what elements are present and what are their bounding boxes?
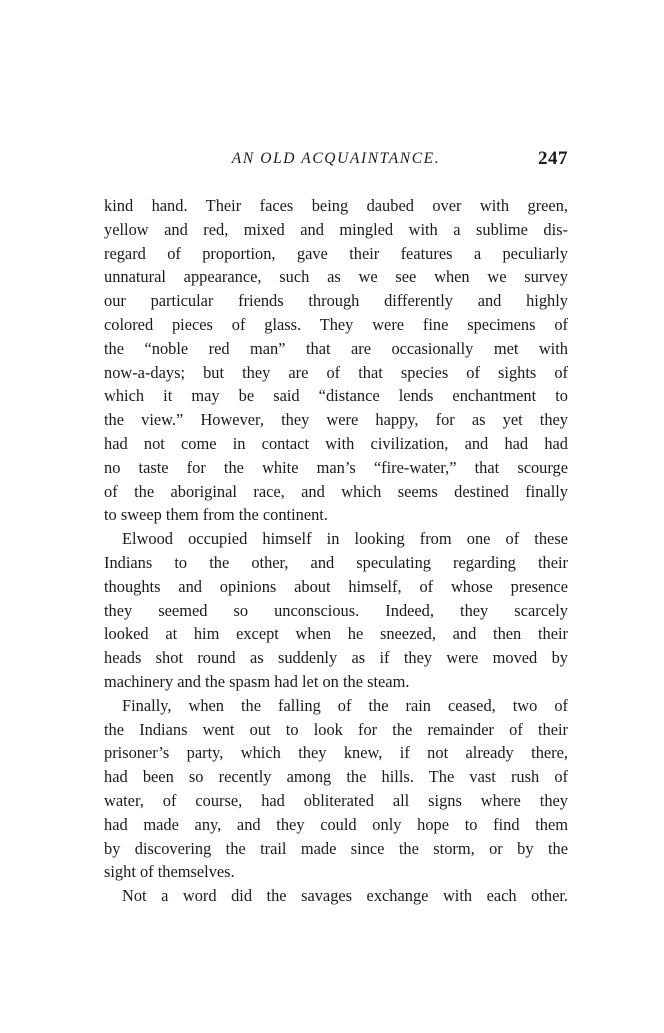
body-text (104, 194, 568, 908)
text-line: our particular friends through differently and highly (104, 291, 568, 311)
text-line: looked at him except when he sneezed, and then their (104, 624, 568, 644)
text-line: regard of proportion, gave their features a peculiarly (104, 243, 568, 263)
text-line: prisoner’s party, which they knew, if not already there, (104, 743, 568, 763)
text-line: colored pieces of glass. They were fine specimens of (104, 314, 568, 334)
text-line: water, of course, had obliterated all signs where they (104, 790, 568, 810)
text-line: had been so recently among the hills. The vast rush of (104, 767, 568, 787)
text-line: had not come in contact with civilization, and had had (104, 433, 568, 453)
text-line: yellow and red, mixed and mingled with a sublime dis- (104, 219, 568, 239)
text-line: kind hand. Their faces being daubed over with green, (104, 196, 568, 215)
text-line: the Indians went out to look for the remainder of their (104, 719, 568, 739)
text-line: no taste for the white man’s “fire-water,” that scourge (104, 457, 568, 477)
running-title: AN OLD ACQUAINTANCE. (231, 150, 441, 167)
text-line: Indians to the other, and speculating regarding their (104, 552, 568, 572)
text-line: heads shot round as suddenly as if they were moved by (104, 648, 568, 668)
text-line: Finally, when the falling of the rain ceased, two of (122, 695, 568, 715)
text-line: the “noble red man” that are occasionally met with (104, 338, 568, 358)
text-line: the view.” However, they were happy, for as yet they (104, 410, 568, 430)
text-line: of the aboriginal race, and which seems destined finally (104, 481, 568, 501)
running-head (104, 148, 568, 172)
page-number: 247 (538, 148, 568, 169)
text-line: by discovering the trail made since the storm, or by the (104, 838, 568, 858)
text-line: unnatural appearance, such as we see when we survey (104, 267, 568, 287)
text-line: which it may be said “distance lends enchantment to (104, 386, 568, 406)
text-line: now-a-days; but they are of that species of sights of (104, 362, 568, 382)
text-line: to sweep them from the continent. (104, 505, 328, 525)
text-line: thoughts and opinions about himself, of whose presence (104, 576, 568, 596)
text-line: they seemed so unconscious. Indeed, they scarcely (104, 600, 568, 620)
text-line: sight of themselves. (104, 862, 235, 882)
text-line: machinery and the spasm had let on the steam. (104, 671, 410, 691)
text-line: Elwood occupied himself in looking from one of these (122, 529, 568, 549)
text-line: Not a word did the savages exchange with each other. (122, 886, 568, 906)
text-line: had made any, and they could only hope to find them (104, 814, 568, 834)
